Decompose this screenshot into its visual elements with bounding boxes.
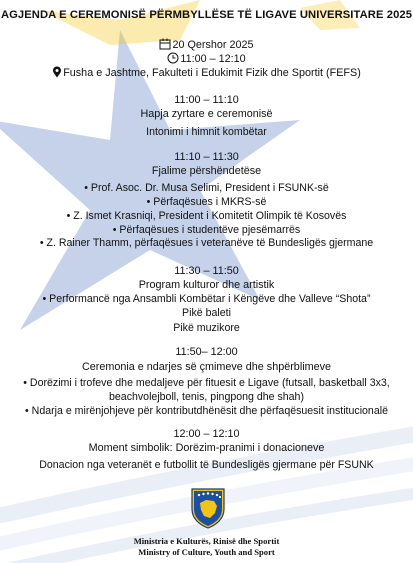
section-item: Donacion nga veteranët e futbollit të Bundesligës gjermane për FSUNK <box>39 459 374 471</box>
section-item: • Z. Ismet Krasniqi, President i Komitetit Olimpik të Kosovës <box>66 210 347 222</box>
section-title: Fjalime përshëndetëse <box>151 165 262 177</box>
agenda-title: AGJENDA E CEREMONISË PËRMBYLLËSE TË LIGAVE UNIVERSITARE 2025 <box>0 9 413 21</box>
section-item: Pikë muzikore <box>173 322 240 334</box>
section-item: Pikë baleti <box>182 307 231 319</box>
section-time: 11:50– 12:00 <box>175 346 238 358</box>
section-item: • Dorëzimi i trofeve dhe medaljeve për fituesit e Ligave (futsall, basketball 3x3, <box>23 377 390 389</box>
section-title: Moment simbolik: Dorëzim-pranimi i donacioneve <box>88 442 325 454</box>
section-time: 12:00 – 12:10 <box>173 428 240 440</box>
event-date: 20 Qershor 2025 <box>172 39 254 51</box>
section-item: • Prof. Asoc. Dr. Musa Selimi, President i FSUNK-së <box>84 182 329 194</box>
location-pin-icon <box>52 66 62 81</box>
section-title: Ceremonia e ndarjes së çmimeve dhe shpërblimeve <box>81 361 332 373</box>
section-item: • Performancë nga Ansambli Kombëtar i Këngëve dhe Valleve “Shota” <box>42 293 371 305</box>
time-row <box>0 52 413 67</box>
kosovo-crest-icon <box>190 487 226 529</box>
ministry-name-albanian: Ministria e Kulturës, Rinisë dhe Sportit <box>133 536 280 546</box>
section-item: beachvolejboll, tenis, pingpong dhe shah) <box>109 391 304 403</box>
ministry-name-english: Ministry of Culture, Youth and Sport <box>138 547 275 557</box>
calendar-icon <box>159 38 171 53</box>
section-title: Program kulturor dhe artistik <box>138 279 275 291</box>
event-time: 11:00 – 12:10 <box>180 53 246 65</box>
date-row <box>0 38 413 53</box>
section-item: • Përfaqësues i studentëve pjesëmarrës <box>112 224 301 236</box>
section-item: • Ndarja e mirënjohjeve për kontributdhënësit dhe përfaqësuesit institucionalë <box>25 405 388 417</box>
section-item: • Përfaqësues i MKRS-së <box>146 196 267 208</box>
section-time: 11:30 – 11:50 <box>174 265 239 277</box>
section-title: Hapja zyrtare e ceremonisë <box>140 108 273 120</box>
section-item: • Z. Rainer Thamm, përfaqësues i veteranëve të Bundesligës gjermane <box>39 237 374 249</box>
section-time: 11:10 – 11:30 <box>174 151 239 163</box>
event-location: Fusha e Jashtme, Fakulteti i Edukimit Fizik dhe Sportit (FEFS) <box>63 67 361 79</box>
section-item: Intonimi i himnit kombëtar <box>146 126 267 138</box>
section-time: 11:00 – 11:10 <box>174 94 239 106</box>
clock-icon <box>167 52 179 67</box>
location-row <box>0 66 413 81</box>
